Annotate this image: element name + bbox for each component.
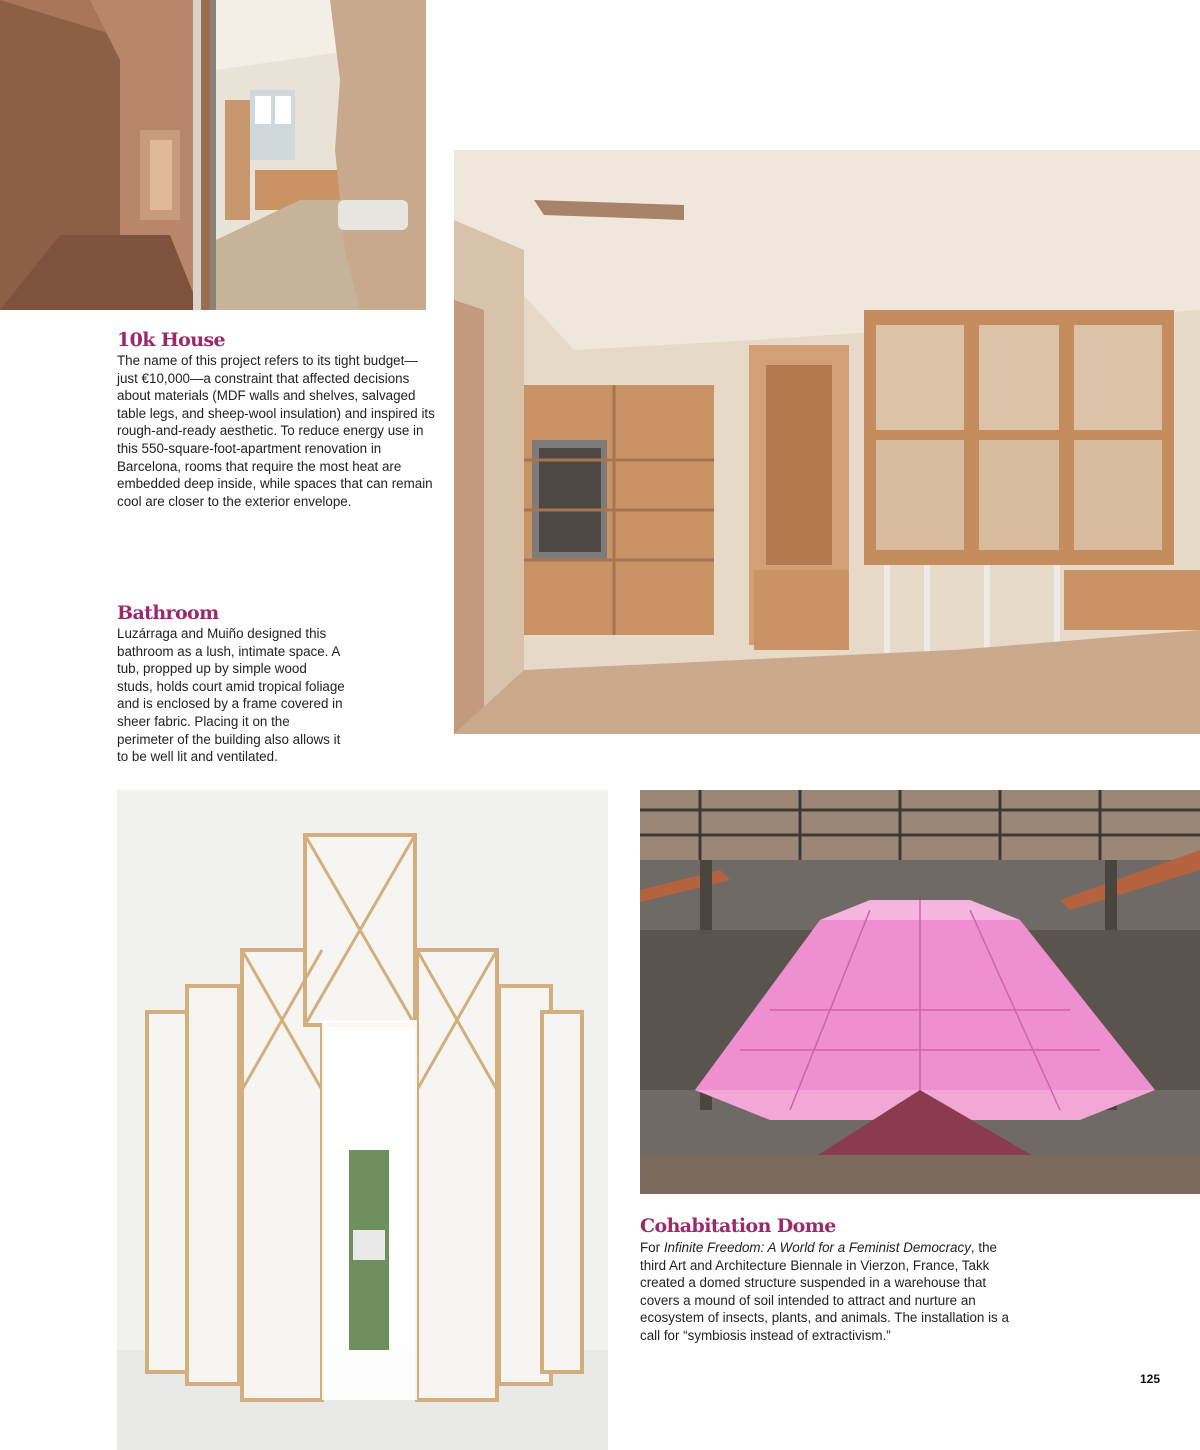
section-title-10k-house: 10k House [117, 329, 226, 351]
body-prefix: For [640, 1240, 664, 1255]
section-title-cohabitation-dome: Cohabitation Dome [640, 1215, 836, 1237]
biennale-title: Infinite Freedom: A World for a Feminist Democracy [663, 1240, 971, 1255]
mdf-interior-photo [454, 150, 1200, 734]
section-body-cohabitation-dome [640, 1239, 1020, 1345]
section-body-bathroom: Luzárraga and Muiño designed this bathroom as a lush, intimate space. A tub, propped up by simple wood studs, holds court amid tropical foliage and is enclosed by a frame covered in sheer fabric. Placing it on the perimeter of the building also allows it to be well lit and ventilated. [117, 626, 345, 765]
cohabitation-dome-photo [640, 790, 1200, 1194]
page-number: 125 [1139, 1372, 1160, 1386]
interior-corridor-photo [0, 0, 426, 310]
body-suffix: , the third Art and Architecture Biennale in Vierzon, France, Takk created a domed structure suspended in a warehouse that covers a mound of soil intended to attract and nurture an ecosystem of insects, plants, and animals. The installation is a call for “symbiosis instead of extractivism.” [640, 1240, 1009, 1343]
section-title-bathroom: Bathroom [117, 602, 219, 624]
bathroom-frame-photo [117, 790, 608, 1450]
section-body-10k-house: The name of this project refers to its tight budget—just €10,000—a constraint that affected decisions about materials (MDF walls and shelves, salvaged table legs, and sheep-wool insulation) and inspired its rough-and-ready aesthetic. To reduce energy use in this 550-square-foot-apartment renovation in Barcelona, rooms that require the most heat are embedded deep inside, while spaces that can remain cool are closer to the exterior envelope. [117, 353, 435, 509]
